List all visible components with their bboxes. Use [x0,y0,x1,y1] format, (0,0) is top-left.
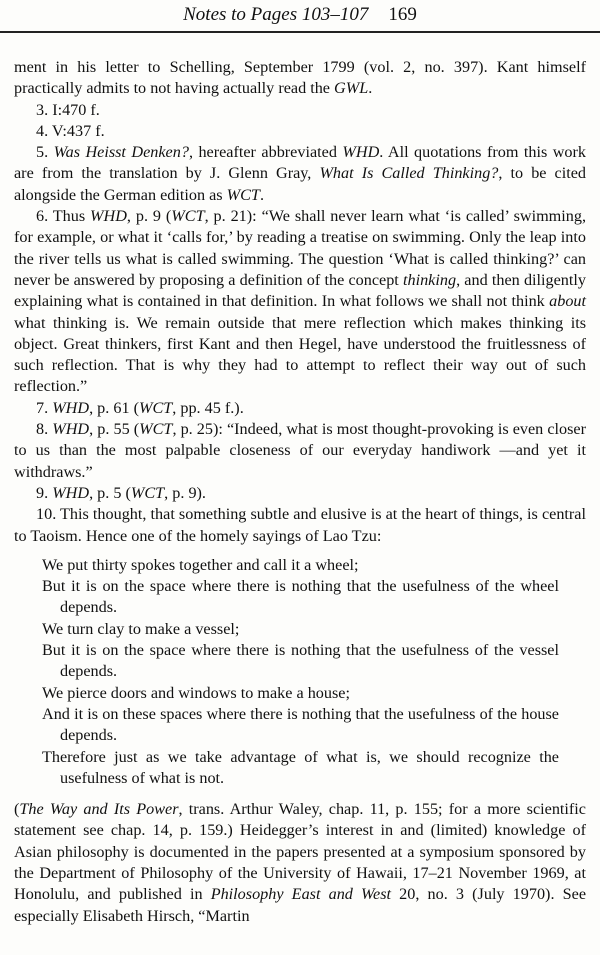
continued-paragraph: ment in his letter to Schelling, September 1799 (vol. 2, no. 397). Kant himself practically admits to not having actually read the GWL. [14,58,586,98]
quote-line: And it is on these spaces where there is nothing that the usefulness of the house depends. [42,704,559,745]
header-rule [0,31,600,33]
note-6: 6. Thus WHD, p. 9 (WCT, p. 21): “We shall never learn what ‘is called’ swimming, for example, or what it ‘calls for,’ by reading a treatise on swimming. Only the leap into the river tells us what is called swimming. The question ‘What is called thinking?’ can never be answered by proposing a definition of the concept thinking, and then diligently explaining what is contained in that definition. In what follows we shall not think about what thinking is. We remain outside that mere reflection which makes thinking its object. Great thinkers, first Kant and then Hegel, have understood the fruitlessness of such reflection. That is why they had to attempt to reflect their way out of such reflection.” [14,207,586,396]
quote-line: Therefore just as we take advantage of what is, we should recognize the usefulness of what is not. [42,747,559,787]
italic-run: Philosophy East and West [210,885,392,904]
after-quote-paragraph: (The Way and Its Power, trans. Arthur Waley, chap. 11, p. 155; for a more scientific statement see chap. 14, p. 159.) Heidegger’s interest in and (limited) knowledge of Asian philosophy is documented in the papers presented at a symposium sponsored by the Department of Philosophy of the University of Hawaii, 17–21 November 1969, at Honolulu, and published in Philosophy East and West 20, no. 3 (July 1970). See especially Elisabeth Hirsch, “Martin [14,800,587,925]
note-9: 9. WHD, p. 5 (WCT, p. 9). [36,483,206,502]
italic-run: WHD [52,483,90,502]
quote-line: But it is on the space where there is nothing that the usefulness of the vessel depends. [42,641,559,681]
italic-run: GWL [334,79,369,98]
running-head [0,3,600,27]
note-4: 4. V:437 f. [36,121,105,140]
quote-line: We turn clay to make a vessel; [42,619,240,638]
italic-run: WCT [171,207,205,226]
running-head-title: Notes to Pages 103–107 [183,4,369,25]
italic-run: WHD [52,420,90,439]
italic-run: WCT [139,420,173,439]
note-10: 10. This thought, that something subtle and elusive is at the heart of things, is central to Taoism. Hence one of the homely sayings of Lao Tzu: [14,505,586,545]
note-8: 8. WHD, p. 55 (WCT, p. 25): “Indeed, what is most thought-provoking is even closer to us than the most palpable closeness of our everyday handiwork —and yet it withdraws.” [14,420,587,481]
note-7: 7. WHD, p. 61 (WCT, pp. 45 f.). [36,398,244,417]
lao-tzu-quotation [14,555,559,789]
italic-run: The Way and Its Power [19,800,179,819]
quote-line: But it is on the space where there is nothing that the usefulness of the wheel depends. [42,577,559,617]
page-number: 169 [388,4,417,25]
italic-run: WCT [138,398,173,417]
quote-line: We pierce doors and windows to make a house; [42,683,350,702]
note-5: 5. Was Heisst Denken?, hereafter abbreviated WHD. All quotations from this work are from the translation by J. Glenn Gray, What Is Called Thinking?, to be cited alongside the German edition as WCT. [14,143,587,204]
italic-run: What Is Called Thinking? [319,164,499,183]
italic-run: Was Heisst Denken? [53,143,189,162]
italic-run: WHD [90,207,127,226]
note-3: 3. I:470 f. [36,100,100,119]
notes-body [14,57,586,927]
italic-run: thinking [403,270,457,289]
italic-run: WHD [52,398,90,417]
italic-run: WHD [342,143,380,162]
italic-run: WCT [226,185,260,204]
italic-run: about [549,292,586,311]
quote-line: We put thirty spokes together and call it a wheel; [42,555,359,574]
italic-run: WCT [130,483,165,502]
